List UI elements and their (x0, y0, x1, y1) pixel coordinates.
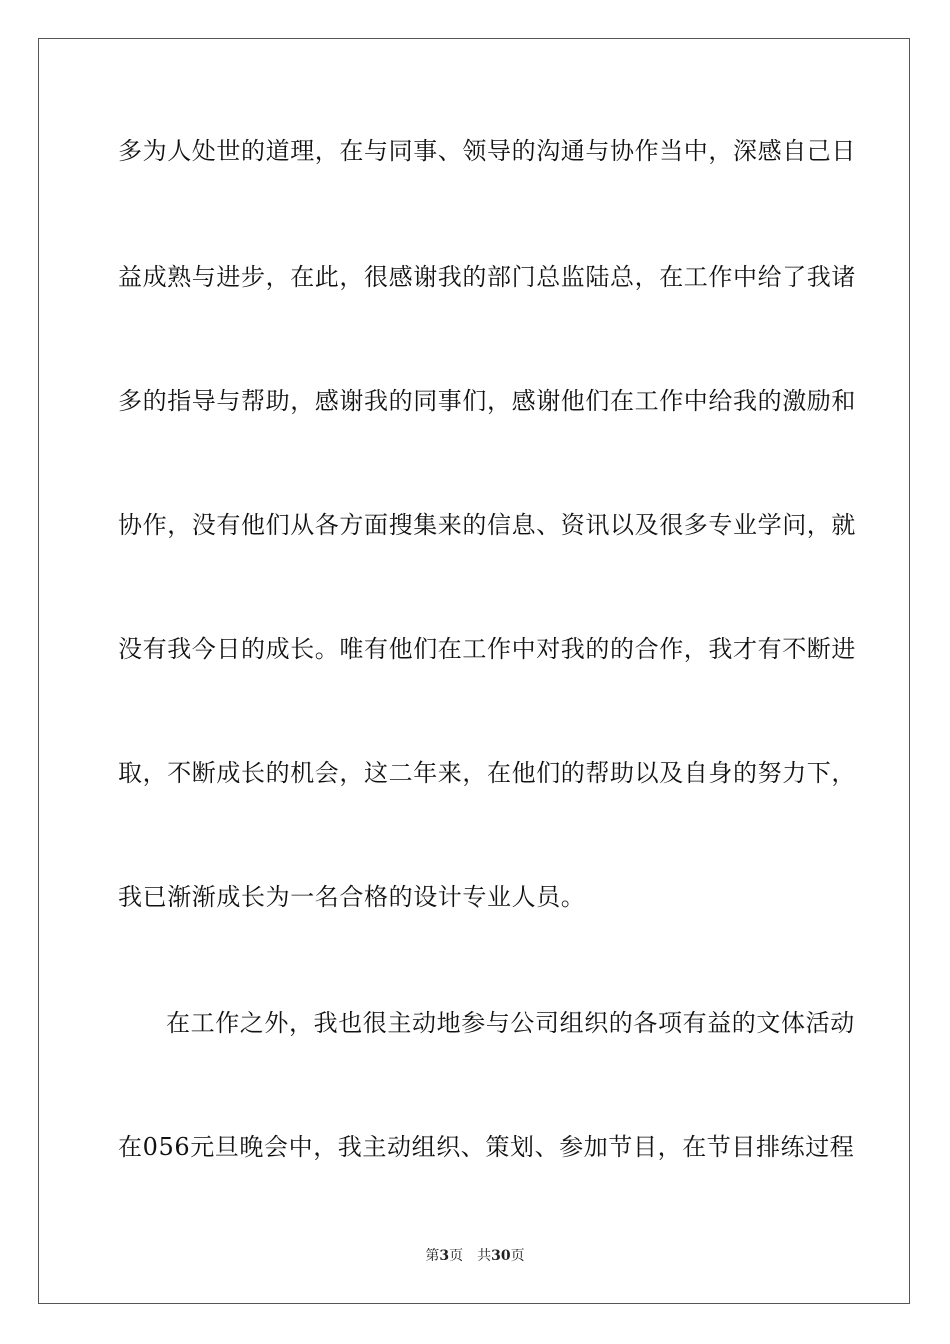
total-prefix: 共 (477, 1248, 492, 1264)
text-line: 多为人处世的道理，在与同事、领导的沟通与协作当中，深感自己日 (118, 137, 856, 165)
text-line: 我已渐渐成长为一名合格的设计专业人员。 (118, 883, 586, 911)
page-number: 3 (439, 1248, 450, 1264)
page-suffix: 页 (449, 1248, 464, 1264)
paragraph-first-line: 在工作之外，我也很主动地参与公司组织的各项有益的文体活动 (166, 1009, 855, 1037)
text-line: 协作，没有他们从各方面搜集来的信息、资讯以及很多专业学问，就 (118, 511, 856, 539)
text-line: 在056元旦晚会中，我主动组织、策划、参加节目，在节目排练过程 (118, 1133, 855, 1161)
total-suffix: 页 (510, 1248, 525, 1264)
total-pages: 30 (491, 1248, 511, 1264)
page-prefix: 第 (425, 1248, 440, 1264)
text-line: 取，不断成长的机会，这二年来，在他们的帮助以及自身的努力下， (118, 759, 856, 787)
text-line: 益成熟与进步，在此，很感谢我的部门总监陆总，在工作中给了我诸 (118, 263, 856, 291)
text-line: 多的指导与帮助，感谢我的同事们，感谢他们在工作中给我的激励和 (118, 387, 856, 415)
page-border (38, 38, 910, 1304)
page-footer (0, 1247, 950, 1265)
text-line: 没有我今日的成长。唯有他们在工作中对我的的合作，我才有不断进 (118, 635, 856, 663)
